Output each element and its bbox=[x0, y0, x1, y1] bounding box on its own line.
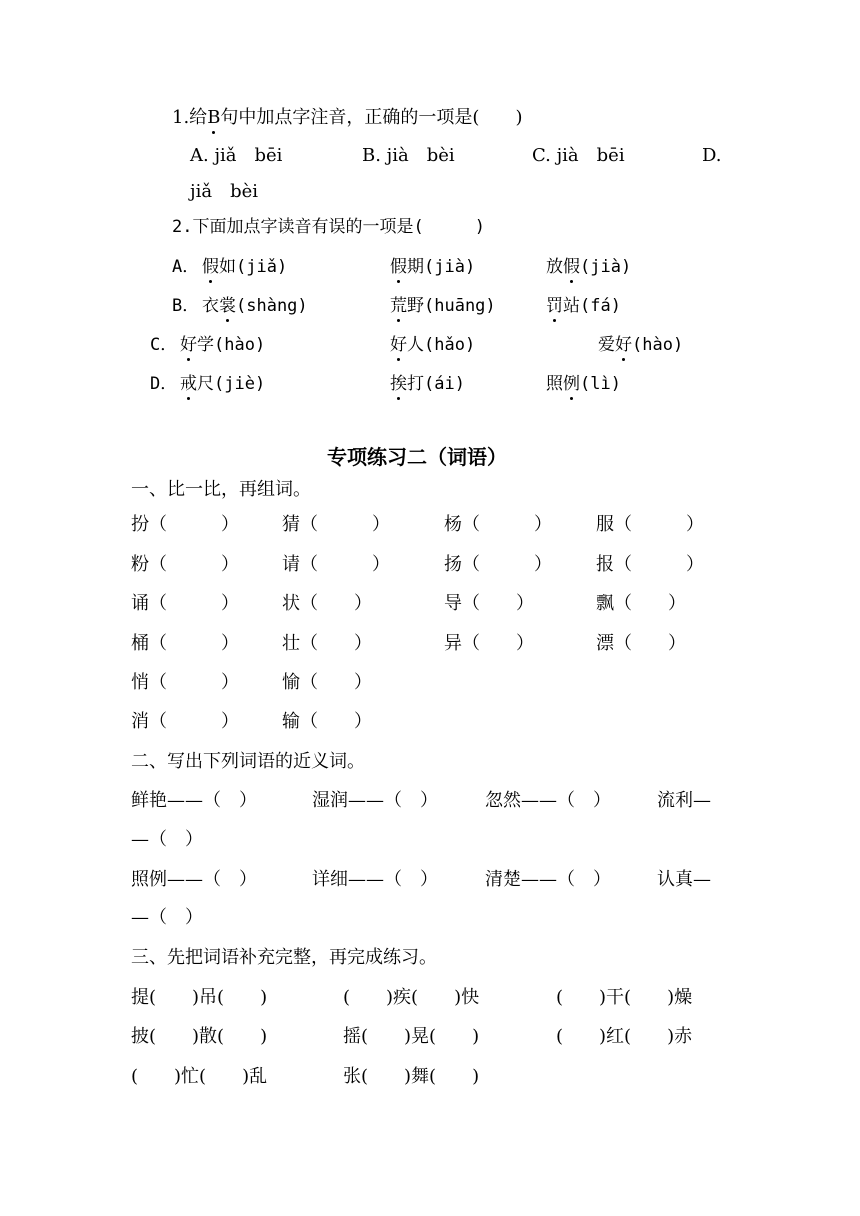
synonym-item: 湿润——（ ） bbox=[312, 790, 438, 811]
part1-cell: 输（ ） bbox=[282, 711, 372, 732]
part1-cell: 壮（ ） bbox=[282, 633, 372, 654]
question-1-stem bbox=[172, 107, 522, 129]
q1-option-b: B. jià bèi bbox=[362, 145, 455, 166]
synonym-item: 鲜艳——（ ） bbox=[131, 790, 257, 811]
q1-option-a: A. jiǎ bēi bbox=[190, 145, 283, 166]
synonym-item: 清楚——（ ） bbox=[485, 869, 611, 890]
q1-stem-pre: 1.给 bbox=[172, 107, 208, 128]
part1-cell: 漂（ ） bbox=[596, 633, 686, 654]
synonym-item-wrap: —（ ） bbox=[131, 829, 203, 850]
part1-cell: 猜（ ） bbox=[282, 514, 390, 535]
synonym-item: 详细——（ ） bbox=[312, 869, 438, 890]
q2-row-c-label: C． bbox=[150, 335, 178, 355]
part1-cell: 杨（ ） bbox=[444, 514, 552, 535]
q2-row-d-label: D． bbox=[150, 374, 178, 394]
part1-cell: 诵（ ） bbox=[131, 593, 239, 614]
q2-row-d-item-3: 照例(lì) bbox=[546, 374, 621, 394]
part1-cell: 粉（ ） bbox=[131, 554, 239, 575]
part1-cell: 扮（ ） bbox=[131, 514, 239, 535]
part1-cell: 请（ ） bbox=[282, 554, 390, 575]
idiom-blank: ( )红( )赤 bbox=[556, 1026, 693, 1047]
idiom-blank: 提( )吊( ) bbox=[131, 987, 268, 1008]
part-2-heading: 二、写出下列词语的近义词。 bbox=[131, 751, 365, 772]
synonym-item: 流利— bbox=[657, 790, 711, 811]
idiom-blank: 摇( )晃( ) bbox=[343, 1026, 480, 1047]
part-3-heading: 三、先把词语补充完整，再完成练习。 bbox=[131, 947, 437, 968]
part1-cell: 愉（ ） bbox=[282, 672, 372, 693]
part1-cell: 悄（ ） bbox=[131, 672, 239, 693]
synonym-item-wrap: —（ ） bbox=[131, 907, 203, 928]
q1-stem-post: 句中加点字注音，正确的一项是( ) bbox=[220, 107, 523, 128]
section-title: 专项练习二（词语） bbox=[327, 445, 507, 469]
part1-cell: 服（ ） bbox=[596, 514, 704, 535]
synonym-item: 照例——（ ） bbox=[131, 869, 257, 890]
q2-row-c-item-3: 爱好(hào) bbox=[598, 335, 684, 355]
q2-row-c-item-1: 好学(hào) bbox=[180, 335, 266, 355]
q1-option-d: D. bbox=[702, 145, 722, 166]
idiom-blank: ( )干( )燥 bbox=[556, 987, 693, 1008]
part1-cell: 飘（ ） bbox=[596, 593, 686, 614]
q2-row-c-item-2: 好人(hǎo) bbox=[390, 335, 476, 355]
idiom-blank: ( )忙( )乱 bbox=[131, 1066, 268, 1087]
part-1-heading: 一、比一比，再组词。 bbox=[131, 479, 311, 500]
idiom-blank: 披( )散( ) bbox=[131, 1026, 268, 1047]
q2-row-d-item-2: 挨打(ái) bbox=[390, 374, 465, 394]
q2-row-a-item-1: 假如(jiǎ) bbox=[202, 257, 288, 277]
q2-row-b-label: B． bbox=[172, 296, 200, 316]
q2-row-a-item-2: 假期(jià) bbox=[390, 257, 476, 277]
part1-cell: 消（ ） bbox=[131, 711, 239, 732]
q1-option-c: C. jià bēi bbox=[532, 145, 625, 166]
q2-row-a-item-3: 放假(jià) bbox=[546, 257, 632, 277]
q1-stem-b: B bbox=[207, 107, 221, 128]
idiom-blank: ( )疾( )快 bbox=[343, 987, 480, 1008]
q2-row-d-item-1: 戒尺(jiè) bbox=[180, 374, 266, 394]
part1-cell: 导（ ） bbox=[444, 593, 534, 614]
part1-cell: 报（ ） bbox=[596, 554, 704, 575]
question-2-stem: 2.下面加点字读音有误的一项是( ) bbox=[172, 217, 485, 237]
part1-cell: 异（ ） bbox=[444, 633, 534, 654]
part1-cell: 扬（ ） bbox=[444, 554, 552, 575]
q2-row-b-item-3: 罚站(fá) bbox=[546, 296, 621, 316]
q2-row-a-label: A． bbox=[172, 257, 200, 277]
part1-cell: 状（ ） bbox=[282, 593, 372, 614]
synonym-item: 认真— bbox=[657, 869, 711, 890]
part1-cell: 桶（ ） bbox=[131, 633, 239, 654]
synonym-item: 忽然——（ ） bbox=[485, 790, 611, 811]
q2-row-b-item-1: 衣裳(shàng) bbox=[202, 296, 308, 316]
idiom-blank: 张( )舞( ) bbox=[343, 1066, 480, 1087]
q1-option-d-wrap: jiǎ bèi bbox=[190, 181, 259, 202]
q2-row-b-item-2: 荒野(huāng) bbox=[390, 296, 496, 316]
